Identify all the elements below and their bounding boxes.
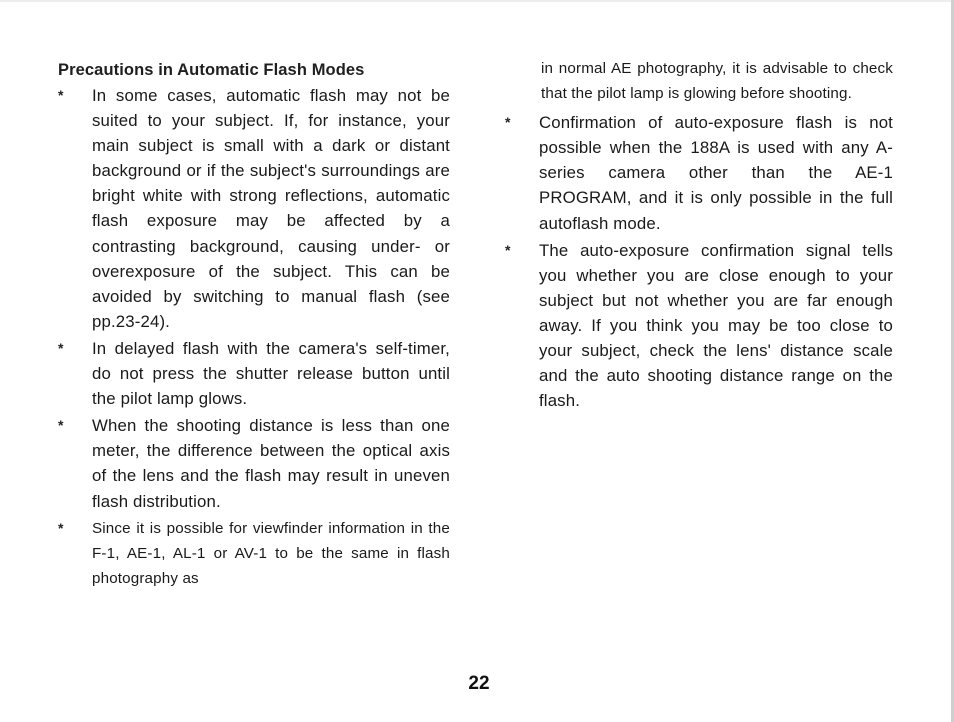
scan-top-edge [0,0,954,2]
bullet-marker: * [505,114,511,131]
bullet-marker: * [58,339,64,356]
precaution-text: The auto-exposure confirmation signal tells you whether you are close enough to your subject but not whether you are far enough away. If you think you may be too close to your subject, check the lens' distance scale and the auto shooting distance range on the flash. [539,240,893,411]
precaution-item-1 [58,83,450,334]
precaution-text: Since it is possible for viewfinder information in the F-1, AE-1, AL-1 or AV-1 to be the same in flash photography as [92,519,450,587]
bullet-marker: * [58,519,64,536]
bullet-marker: * [58,417,64,434]
left-column [58,58,450,593]
precaution-text: Confirmation of auto-exposure flash is not possible when the 188A is used with any A-series camera other than the AE-1 PROGRAM, and it is only possible in the full autoflash mode. [539,113,893,233]
right-column [505,56,893,415]
precaution-text: In delayed flash with the camera's self-timer, do not press the shutter release button until the pilot lamp glows. [92,338,450,409]
precaution-text: In some cases, automatic flash may not be suited to your subject. If, for instance, your main subject is small with a dark or distant background or if the subject's surroundings are bright white with strong reflections, automatic flash exposure may be affected by a contrasting background, causing under- or overexposure of the subject. This can be avoided by switching to manual flash (see pp.23-24). [92,86,450,331]
precaution-item-2 [58,336,450,411]
bullet-marker: * [58,87,64,103]
precaution-text: When the shooting distance is less than one meter, the difference between the optical axis of the lens and the flash may result in uneven flash distribution. [92,416,450,511]
page-number: 22 [468,673,490,694]
precaution-item-3 [58,413,450,513]
precaution-item-6 [505,238,893,414]
precaution-item-5 [505,110,893,235]
section-heading: Precautions in Automatic Flash Modes [58,61,365,79]
bullet-marker: * [505,241,511,258]
precaution-item-4 [58,516,450,591]
continued-paragraph: in normal AE photography, it is advisable to check that the pilot lamp is glowing before shooting. [541,60,893,103]
